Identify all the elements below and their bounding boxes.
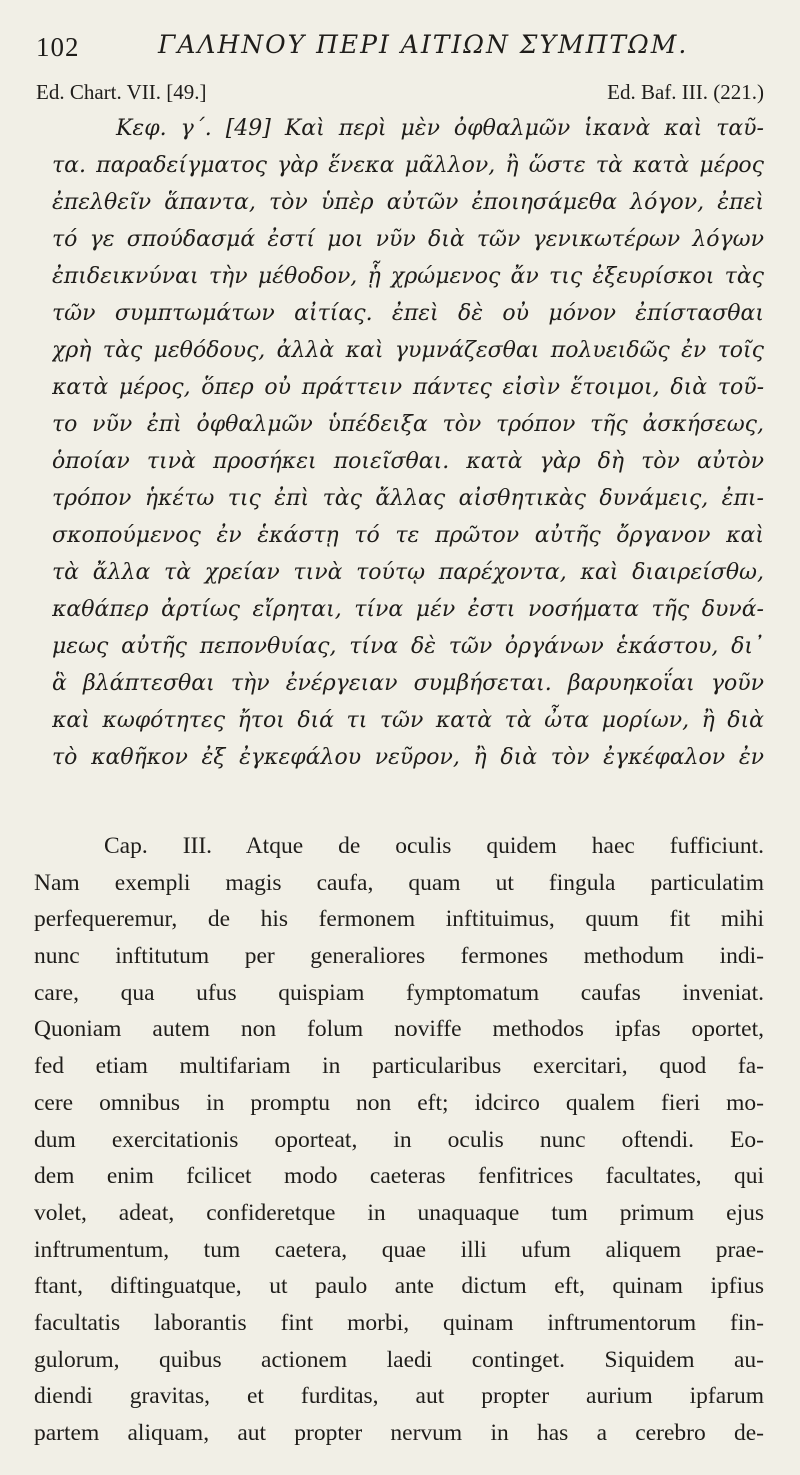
greek-text-block [52, 110, 764, 776]
latin-line: dem enim fcilicet modo caeteras fenfitrices facultates, qui [34, 1163, 764, 1190]
latin-line: volet, adeat, confideretque in unaquaque tum primum ejus [34, 1199, 764, 1226]
latin-line: Quoniam autem non folum noviffe methodos ipfas oportet, [34, 1016, 764, 1043]
running-header [36, 28, 764, 68]
greek-line: τρόπον ἡκέτω τις ἐπὶ τὰς ἄλλας αἰσθητικὰς δυνάμεις, ἐπι- [52, 486, 764, 511]
latin-line: facultatis laborantis fint morbi, quinam inftrumentorum fin- [34, 1309, 764, 1336]
latin-line: Nam exempli magis caufa, quam ut fingula particulatim [34, 869, 764, 896]
greek-line: κατὰ μέρος, ὅπερ οὐ πράττειν πάντες εἰσὶν ἕτοιμοι, διὰ τοῦ- [52, 375, 764, 400]
greek-line: ἐπελθεῖν ἅπαντα, τὸν ὑπὲρ αὐτῶν ἐποιησάμεθα λόγον, ἐπεὶ [52, 190, 764, 215]
page-number: 102 [36, 32, 80, 62]
greek-line: χρὴ τὰς μεθόδους, ἀλλὰ καὶ γυμνάζεσθαι πολυειδῶς ἐν τοῖς [52, 338, 764, 363]
greek-line: το νῦν ἐπὶ ὀφθαλμῶν ὑπέδειξα τὸν τρόπον τῆς ἀσκήσεως, [52, 412, 764, 437]
greek-line: μεως αὐτῆς πεπονθυίας, τίνα δὲ τῶν ὀργάνων ἑκάστου, δι᾽ [52, 634, 764, 659]
latin-line: care, qua ufus quispiam fymptomatum caufas inveniat. [34, 979, 764, 1006]
greek-line: ἐπιδεικνύναι τὴν μέθοδον, ᾗ χρώμενος ἄν τις ἐξευρίσκοι τὰς [52, 264, 764, 289]
latin-line: perfequeremur, de his fermonem inftituimus, quum fit mihi [34, 906, 764, 933]
latin-line: inftrumentum, tum caetera, quae illi ufum aliquem prae- [34, 1236, 764, 1263]
greek-line: καθάπερ ἀρτίως εἴρηται, τίνα μέν ἐστι νοσήματα τῆς δυνά- [52, 597, 764, 622]
greek-line: τὸ καθῆκον ἐξ ἐγκεφάλου νεῦρον, ἢ διὰ τὸν ἐγκέφαλον ἐν [52, 745, 764, 770]
greek-line: τὰ ἄλλα τὰ χρείαν τινὰ τούτῳ παρέχοντα, καὶ διαιρείσθω, [52, 560, 764, 585]
latin-line: cere omnibus in promptu non eft; idcirco qualem fieri mo- [34, 1089, 764, 1116]
latin-line: dum exercitationis oporteat, in oculis nunc oftendi. Eo- [34, 1126, 764, 1153]
running-title: ΓΑΛΗΝΟΥ ΠΕΡΙ ΑΙΤΙΩΝ ΣΥΜΠΤΩΜ. [158, 30, 689, 59]
edition-reference-left: Ed. Chart. VII. [49.] [36, 80, 207, 104]
latin-line: partem aliquam, aut propter nervum in has a cerebro de- [34, 1420, 764, 1446]
latin-line: ftant, diftinguatque, ut paulo ante dictum eft, quinam ipfius [34, 1273, 764, 1300]
greek-line: τα. παραδείγματος γὰρ ἕνεκα μᾶλλον, ἢ ὥστε τὰ κατὰ μέρος [52, 153, 764, 178]
greek-line: καὶ κωφότητες ἤτοι διά τι τῶν κατὰ τὰ ὦτα μορίων, ἢ διὰ [52, 708, 764, 733]
greek-line: ἃ βλάπτεσθαι τὴν ἐνέργειαν συμβήσεται. βαρυηκοΐαι γοῦν [52, 671, 764, 696]
greek-line: τό γε σπούδασμά ἐστί μοι νῦν διὰ τῶν γενικωτέρων λόγων [52, 227, 764, 252]
edition-reference-line [36, 80, 764, 108]
greek-line: τῶν συμπτωμάτων αἰτίας. ἐπεὶ δὲ οὐ μόνον ἐπίστασθαι [52, 301, 764, 326]
latin-text-block [34, 828, 764, 1452]
latin-line: nunc inftitutum per generaliores fermones methodum indi- [34, 943, 764, 970]
latin-line: gulorum, quibus actionem laedi continget. Siquidem au- [34, 1346, 764, 1373]
latin-line: fed etiam multifariam in particularibus exercitari, quod fa- [34, 1053, 764, 1080]
greek-line: σκοπούμενος ἐν ἑκάστῃ τό τε πρῶτον αὐτῆς ὄργανον καὶ [52, 523, 764, 548]
greek-line: ὁποίαν τινὰ προσήκει ποιεῖσθαι. κατὰ γὰρ δὴ τὸν αὐτὸν [52, 449, 764, 474]
edition-reference-right: Ed. Baf. III. (221.) [607, 80, 764, 104]
greek-line: Κεφ. γ΄. [49] Καὶ περὶ μὲν ὀφθαλμῶν ἱκανὰ καὶ ταῦ- [116, 116, 764, 141]
latin-line: Cap. III. Atque de oculis quidem haec fufficiunt. [104, 833, 764, 859]
latin-line: diendi gravitas, et furditas, aut propter aurium ipfarum [34, 1383, 764, 1410]
